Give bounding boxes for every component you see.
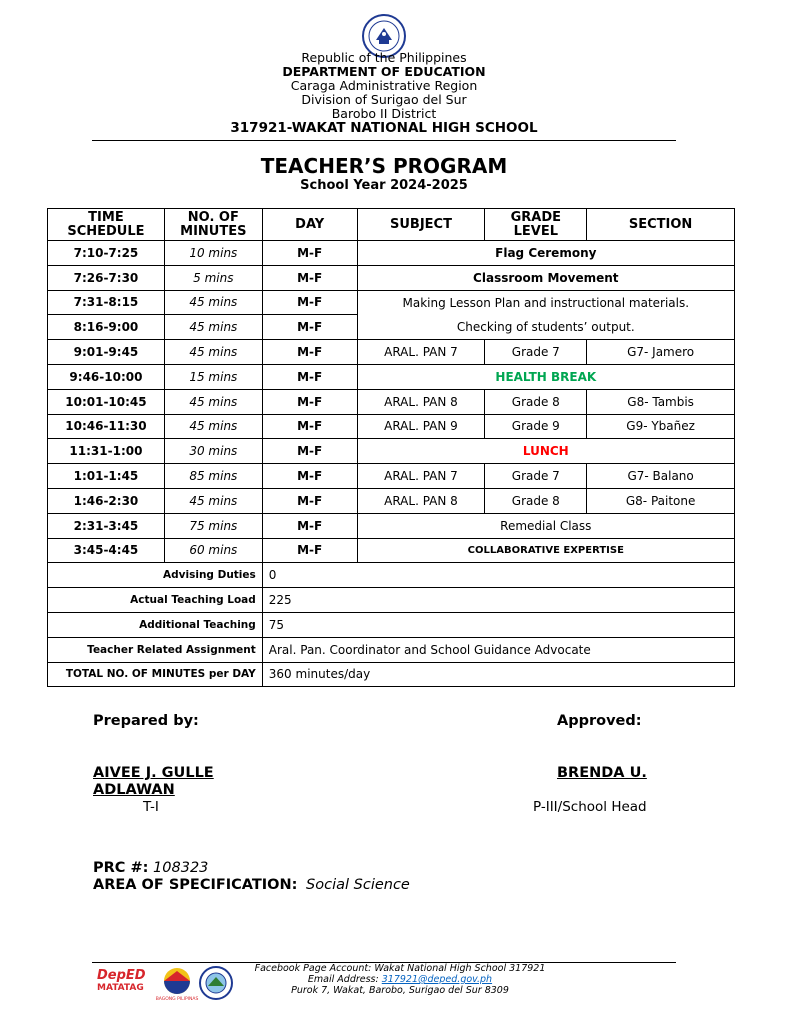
day-cell: M-F [262, 315, 357, 340]
minutes-cell: 60 mins [164, 538, 262, 563]
summary-label: Additional Teaching [48, 612, 263, 637]
time-cell: 10:01-10:45 [48, 389, 165, 414]
section-cell: G7- Balano [587, 464, 735, 489]
header-time: TIME SCHEDULE [48, 209, 165, 241]
subject-cell: ARAL. PAN 7 [357, 340, 485, 365]
summary-value: 225 [262, 588, 734, 613]
section-cell: G7- Jamero [587, 340, 735, 365]
subject-cell: ARAL. PAN 8 [357, 389, 485, 414]
minutes-cell: 45 mins [164, 290, 262, 315]
minutes-cell: 30 mins [164, 439, 262, 464]
header-republic: Republic of the Philippines [301, 50, 467, 65]
table-row [48, 241, 735, 266]
bagong-logo-text: BAGONG PILIPINAS [155, 997, 199, 1002]
summary-label: Teacher Related Assignment [48, 637, 263, 662]
section-cell: G8- Tambis [587, 389, 735, 414]
summary-row [48, 612, 735, 637]
summary-value: 0 [262, 563, 734, 588]
day-cell: M-F [262, 439, 357, 464]
minutes-cell: 75 mins [164, 513, 262, 538]
header-minutes: NO. OF MINUTES [164, 209, 262, 241]
preparer-position: T-I [143, 799, 159, 815]
summary-value: Aral. Pan. Coordinator and School Guidance Advocate [262, 637, 734, 662]
time-cell: 10:46-11:30 [48, 414, 165, 439]
time-cell: 7:26-7:30 [48, 265, 165, 290]
day-cell: M-F [262, 265, 357, 290]
table-row [48, 464, 735, 489]
day-cell: M-F [262, 364, 357, 389]
table-row [48, 290, 735, 315]
summary-label: Advising Duties [48, 563, 263, 588]
minutes-cell: 45 mins [164, 389, 262, 414]
subject-cell: ARAL. PAN 7 [357, 464, 485, 489]
section-cell: G8- Paitone [587, 488, 735, 513]
table-row [48, 488, 735, 513]
prepared-by-label: Prepared by: [93, 713, 199, 729]
grade-cell: Grade 7 [485, 340, 587, 365]
summary-row [48, 588, 735, 613]
header-day: DAY [262, 209, 357, 241]
prc-value: 108323 [153, 860, 209, 876]
area-line [93, 877, 410, 893]
summary-row [48, 662, 735, 687]
table-header-row [48, 209, 735, 241]
time-cell: 1:01-1:45 [48, 464, 165, 489]
summary-value: 75 [262, 612, 734, 637]
summary-row [48, 563, 735, 588]
summary-label: TOTAL NO. OF MINUTES per DAY [48, 662, 263, 687]
minutes-cell: 15 mins [164, 364, 262, 389]
activity-cell: Classroom Movement [357, 265, 734, 290]
section-cell: G9- Ybañez [587, 414, 735, 439]
minutes-cell: 5 mins [164, 265, 262, 290]
table-row [48, 439, 735, 464]
area-value: Social Science [306, 877, 410, 893]
page-title: TEACHER’S PROGRAM [260, 154, 508, 178]
approver-position: P-III/School Head [533, 799, 647, 815]
school-year: School Year 2024-2025 [300, 178, 468, 193]
time-cell: 7:10-7:25 [48, 241, 165, 266]
header-district: Barobo II District [331, 106, 437, 121]
time-cell: 9:01-9:45 [48, 340, 165, 365]
deped-matatag-logo [97, 968, 151, 1008]
summary-value: 360 minutes/day [262, 662, 734, 687]
footer-email-link[interactable]: 317921@deped.gov.ph [381, 974, 493, 985]
grade-cell: Grade 9 [485, 414, 587, 439]
time-cell: 1:46-2:30 [48, 488, 165, 513]
header-department: DEPARTMENT OF EDUCATION [282, 64, 486, 79]
deped-logo-text: DepED [97, 968, 146, 983]
grade-cell: Grade 8 [485, 488, 587, 513]
time-cell: 2:31-3:45 [48, 513, 165, 538]
time-cell: 9:46-10:00 [48, 364, 165, 389]
header-subject: SUBJECT [357, 209, 485, 241]
header-section: SECTION [587, 209, 735, 241]
activity-cell: Making Lesson Plan and instructional materials. [357, 290, 734, 315]
table-row [48, 364, 735, 389]
health-break-cell: HEALTH BREAK [357, 364, 734, 389]
table-row [48, 265, 735, 290]
table-row [48, 414, 735, 439]
footer-facebook: Facebook Page Account: Wakat National High School 317921 [254, 963, 546, 974]
summary-label: Actual Teaching Load [48, 588, 263, 613]
minutes-cell: 45 mins [164, 414, 262, 439]
bagong-pilipinas-logo-icon [155, 966, 199, 1002]
time-cell: 7:31-8:15 [48, 290, 165, 315]
preparer-name-cont: ADLAWAN [93, 782, 175, 798]
activity-cell: Flag Ceremony [357, 241, 734, 266]
table-row [48, 315, 735, 340]
header-region: Caraga Administrative Region [290, 78, 478, 93]
matatag-logo-text: MATATAG [97, 983, 144, 993]
subject-cell: ARAL. PAN 8 [357, 488, 485, 513]
time-cell: 3:45-4:45 [48, 538, 165, 563]
activity-cell: Remedial Class [357, 513, 734, 538]
day-cell: M-F [262, 538, 357, 563]
day-cell: M-F [262, 340, 357, 365]
table-row [48, 538, 735, 563]
prc-label: PRC #: [93, 860, 149, 876]
day-cell: M-F [262, 513, 357, 538]
minutes-cell: 45 mins [164, 340, 262, 365]
day-cell: M-F [262, 241, 357, 266]
time-cell: 8:16-9:00 [48, 315, 165, 340]
header-divider [92, 140, 676, 141]
footer-address: Purok 7, Wakat, Barobo, Surigao del Sur 8309 [291, 985, 509, 996]
prc-line [93, 860, 208, 876]
area-label: AREA OF SPECIFICATION: [93, 877, 298, 893]
minutes-cell: 10 mins [164, 241, 262, 266]
subject-cell: ARAL. PAN 9 [357, 414, 485, 439]
header-division: Division of Surigao del Sur [301, 92, 467, 107]
lunch-cell: LUNCH [357, 439, 734, 464]
minutes-cell: 45 mins [164, 315, 262, 340]
time-cell: 11:31-1:00 [48, 439, 165, 464]
day-cell: M-F [262, 488, 357, 513]
activity-cell: Checking of students’ output. [357, 315, 734, 340]
footer-email-label: Email Address: [307, 974, 379, 985]
day-cell: M-F [262, 414, 357, 439]
activity-cell: COLLABORATIVE EXPERTISE [357, 538, 734, 563]
table-row [48, 513, 735, 538]
schedule-table [47, 208, 735, 687]
header-grade: GRADE LEVEL [485, 209, 587, 241]
day-cell: M-F [262, 389, 357, 414]
day-cell: M-F [262, 464, 357, 489]
approved-label: Approved: [557, 713, 642, 729]
school-logo-icon [199, 966, 233, 1000]
table-row [48, 389, 735, 414]
preparer-name: AIVEE J. GULLE [93, 765, 214, 781]
minutes-cell: 45 mins [164, 488, 262, 513]
table-row [48, 340, 735, 365]
summary-row [48, 637, 735, 662]
day-cell: M-F [262, 290, 357, 315]
grade-cell: Grade 7 [485, 464, 587, 489]
approver-name: BRENDA U. [557, 765, 647, 781]
header-school: 317921-WAKAT NATIONAL HIGH SCHOOL [230, 120, 538, 136]
grade-cell: Grade 8 [485, 389, 587, 414]
minutes-cell: 85 mins [164, 464, 262, 489]
